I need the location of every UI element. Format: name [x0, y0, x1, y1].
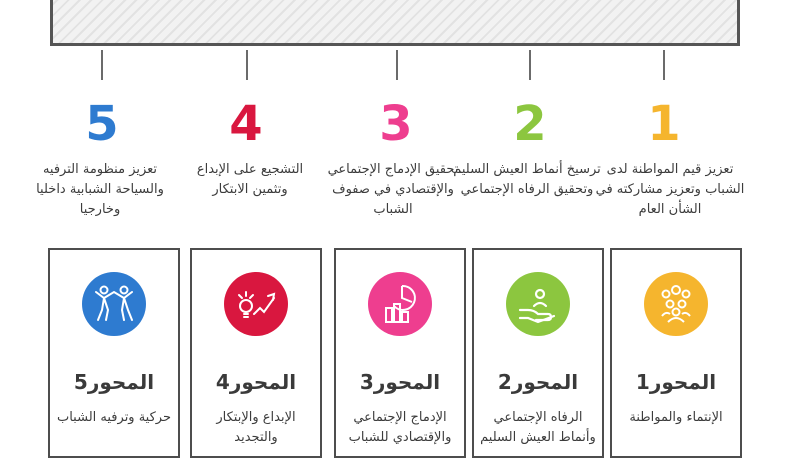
- goal-number-3: 3: [379, 96, 413, 152]
- axis-title-5: المحور5: [73, 370, 155, 394]
- axis-title-2: المحور2: [497, 370, 579, 394]
- goal-number-4: 4: [229, 96, 263, 152]
- connector-line: [396, 50, 398, 80]
- connector-line: [663, 50, 665, 80]
- connector-line: [529, 50, 531, 80]
- axis-title-3: المحور3: [359, 370, 441, 394]
- axis-title-1: المحور1: [635, 370, 717, 394]
- goal-text-2: ترسيخ أنماط العيش السليم وتحقيق الرفاه الإجتماعي: [453, 162, 601, 197]
- axis-title-4: المحور4: [215, 370, 297, 394]
- connector-line: [101, 50, 103, 80]
- axis-desc-5: حركية وترفيه الشباب: [56, 410, 172, 425]
- community-icon: [644, 272, 708, 336]
- goal-text-5: تعزيز منظومة الترفيه والسياحة الشبابية داخليا وخارجيا: [36, 162, 164, 217]
- goal-text-4: التشجيع على الإبداع وتثمين الابتكار: [196, 162, 304, 197]
- axis-desc-3: الإدماج الإجتماعي والإقتصادي للشباب: [348, 410, 452, 445]
- goal-number-5: 5: [85, 96, 119, 152]
- axis-desc-1: الإنتماء والمواطنة: [629, 410, 723, 425]
- goal-text-1: تعزيز قيم المواطنة لدى الشباب وتعزيز مشاركته في الشأن العام: [595, 162, 745, 217]
- goal-number-2: 2: [513, 96, 547, 152]
- axis-desc-2: الرفاه الإجتماعي وأنماط العيش السليم: [480, 410, 596, 445]
- care-hand-icon: [506, 272, 570, 336]
- axis-card-3: [334, 248, 466, 458]
- goal-text-3: تحقيق الإدماج الإجتماعي والإقتصادي في صفوف الشباب: [327, 162, 459, 217]
- axis-desc-4: الإبداع والإبتكار والتجديد: [216, 410, 296, 445]
- axis-card-1: [610, 248, 742, 458]
- idea-bulb-icon: [224, 272, 288, 336]
- axis-card-4: [190, 248, 322, 458]
- axis-card-2: [472, 248, 604, 458]
- connector-line: [246, 50, 248, 80]
- title-banner: [50, 0, 740, 46]
- growth-chart-icon: [368, 272, 432, 336]
- goal-number-1: 1: [647, 96, 681, 152]
- axis-card-5: [48, 248, 180, 458]
- youth-activity-icon: [82, 272, 146, 336]
